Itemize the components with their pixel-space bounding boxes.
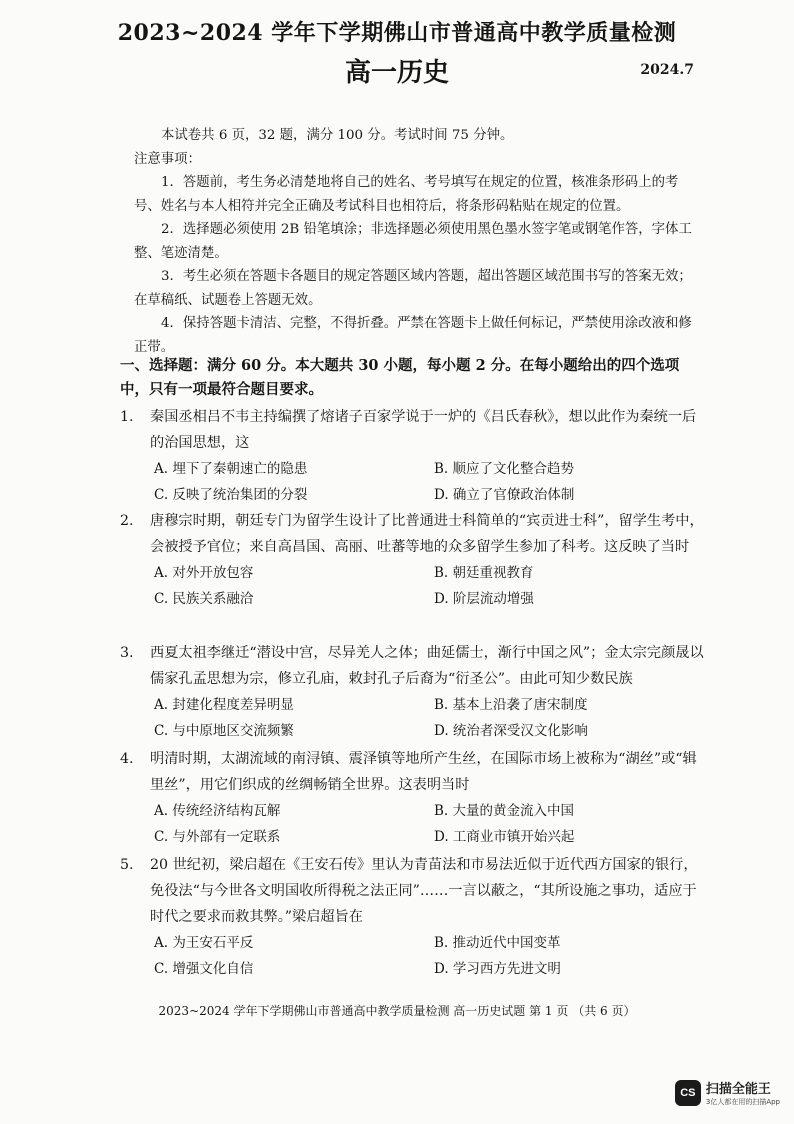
- option-grid: [154, 930, 706, 982]
- question-3: [120, 640, 706, 744]
- option-a: A. 埋下了秦朝速亡的隐患: [154, 461, 308, 477]
- option-d: D. 阶层流动增强: [434, 591, 534, 607]
- option-b: B. 顺应了文化整合趋势: [434, 461, 575, 477]
- notice-intro: 本试卷共 6 页，32 题，满分 100 分。考试时间 75 分钟。: [161, 128, 514, 143]
- question-number: 5.: [120, 857, 134, 873]
- option-b: B. 大量的黄金流入中国: [434, 803, 575, 819]
- option-c: C. 与中原地区交流频繁: [154, 723, 294, 739]
- option-a: A. 对外开放包容: [154, 565, 254, 581]
- question-number: 3.: [120, 645, 134, 661]
- notice-item: 3．考生必须在答题卡各题目的规定答题区域内答题，超出答题区域范围书写的答案无效；在草稿纸、试题卷上答题无效。: [134, 269, 692, 308]
- notice-item: 4．保持答题卡清洁、完整，不得折叠。严禁在答题卡上做任何标记，严禁使用涂改液和修正带。: [134, 316, 692, 355]
- scanner-watermark: [675, 1078, 780, 1107]
- option-grid: [154, 560, 706, 612]
- option-d: D. 学习西方先进文明: [434, 961, 561, 977]
- option-d: D. 统治者深受汉文化影响: [434, 723, 588, 739]
- notice-item: 1．答题前，考生务必清楚地将自己的姓名、考号填写在规定的位置，核准条形码上的考号、姓名与本人相符并完全正确及考试科目也相符后，将条形码粘贴在规定的位置。: [134, 175, 679, 214]
- option-grid: [154, 456, 706, 508]
- watermark-tagline: 3亿人都在用的扫描App: [705, 1098, 780, 1106]
- option-b: B. 基本上沿袭了唐宋制度: [434, 697, 588, 713]
- question-stem: 秦国丞相吕不韦主持编撰了熔诸子百家学说于一炉的《吕氏春秋》，想以此作为秦统一后的治国思想，这: [150, 409, 697, 451]
- question-stem: 20 世纪初，梁启超在《王安石传》里认为青苗法和市易法近似于近代西方国家的银行，免役法“与今世各文明国收所得税之法正同”……一言以蔽之，“其所设施之事功，适应于时代之要求而救其弊。”梁启超旨在: [150, 857, 698, 925]
- subject-title: 高一历史: [344, 58, 449, 88]
- option-a: A. 为王安石平反: [154, 935, 254, 951]
- question-number: 1.: [120, 409, 134, 425]
- notice-block: [134, 124, 699, 359]
- option-c: C. 民族关系融洽: [154, 591, 254, 607]
- question-stem: 西夏太祖李继迁“潜设中宫，尽异羌人之体；曲延儒士，渐行中国之风”；金太宗完颜晟以儒家孔孟思想为宗，修立孔庙，敕封孔子后裔为“衍圣公”。由此可知少数民族: [150, 645, 704, 687]
- option-b: B. 推动近代中国变革: [434, 935, 561, 951]
- option-d: D. 确立了官僚政治体制: [434, 487, 575, 503]
- option-grid: [154, 798, 706, 850]
- option-c: C. 反映了统治集团的分裂: [154, 487, 308, 503]
- section-heading: 一、选择题：满分 60 分。本大题共 30 小题，每小题 2 分。在每小题给出的四个选项中，只有一项最符合题目要求。: [120, 357, 680, 398]
- question-5: [120, 852, 706, 982]
- option-grid: [154, 692, 706, 744]
- option-d: D. 工商业市镇开始兴起: [434, 829, 575, 845]
- option-b: B. 朝廷重视教育: [434, 565, 534, 581]
- question-4: [120, 746, 706, 850]
- page-footer: 2023~2024 学年下学期佛山市普通高中教学质量检测 高一历史试题 第 1 页 （共 6 页）: [158, 1004, 636, 1018]
- question-2: [120, 508, 706, 612]
- option-c: C. 与外部有一定联系: [154, 829, 281, 845]
- question-number: 4.: [120, 751, 134, 767]
- notice-item: 2．选择题必须使用 2B 铅笔填涂；非选择题必须使用黑色墨水签字笔或钢笔作答，字体工整、笔迹清楚。: [134, 222, 692, 261]
- question-stem: 明清时期，太湖流域的南浔镇、震泽镇等地所产生丝，在国际市场上被称为“湖丝”或“辑里丝”，用它们织成的丝绸畅销全世界。这表明当时: [150, 751, 697, 793]
- option-c: C. 增强文化自信: [154, 961, 254, 977]
- question-stem: 唐穆宗时期，朝廷专门为留学生设计了比普通进士科简单的“宾贡进士科”，留学生考中，会被授予官位；来自高昌国、高丽、吐蕃等地的众多留学生参加了科考。这反映了当时: [150, 513, 704, 555]
- question-1: [120, 404, 706, 508]
- watermark-name: 扫描全能王: [705, 1082, 771, 1097]
- camscanner-logo-icon: CS: [675, 1080, 701, 1106]
- question-number: 2.: [120, 513, 134, 529]
- option-a: A. 封建化程度差异明显: [154, 697, 294, 713]
- exam-date: 2024.7: [640, 62, 694, 78]
- notice-heading: 注意事项：: [134, 151, 201, 167]
- exam-title: 2023~2024 学年下学期佛山市普通高中教学质量检测: [117, 20, 677, 46]
- option-a: A. 传统经济结构瓦解: [154, 803, 281, 819]
